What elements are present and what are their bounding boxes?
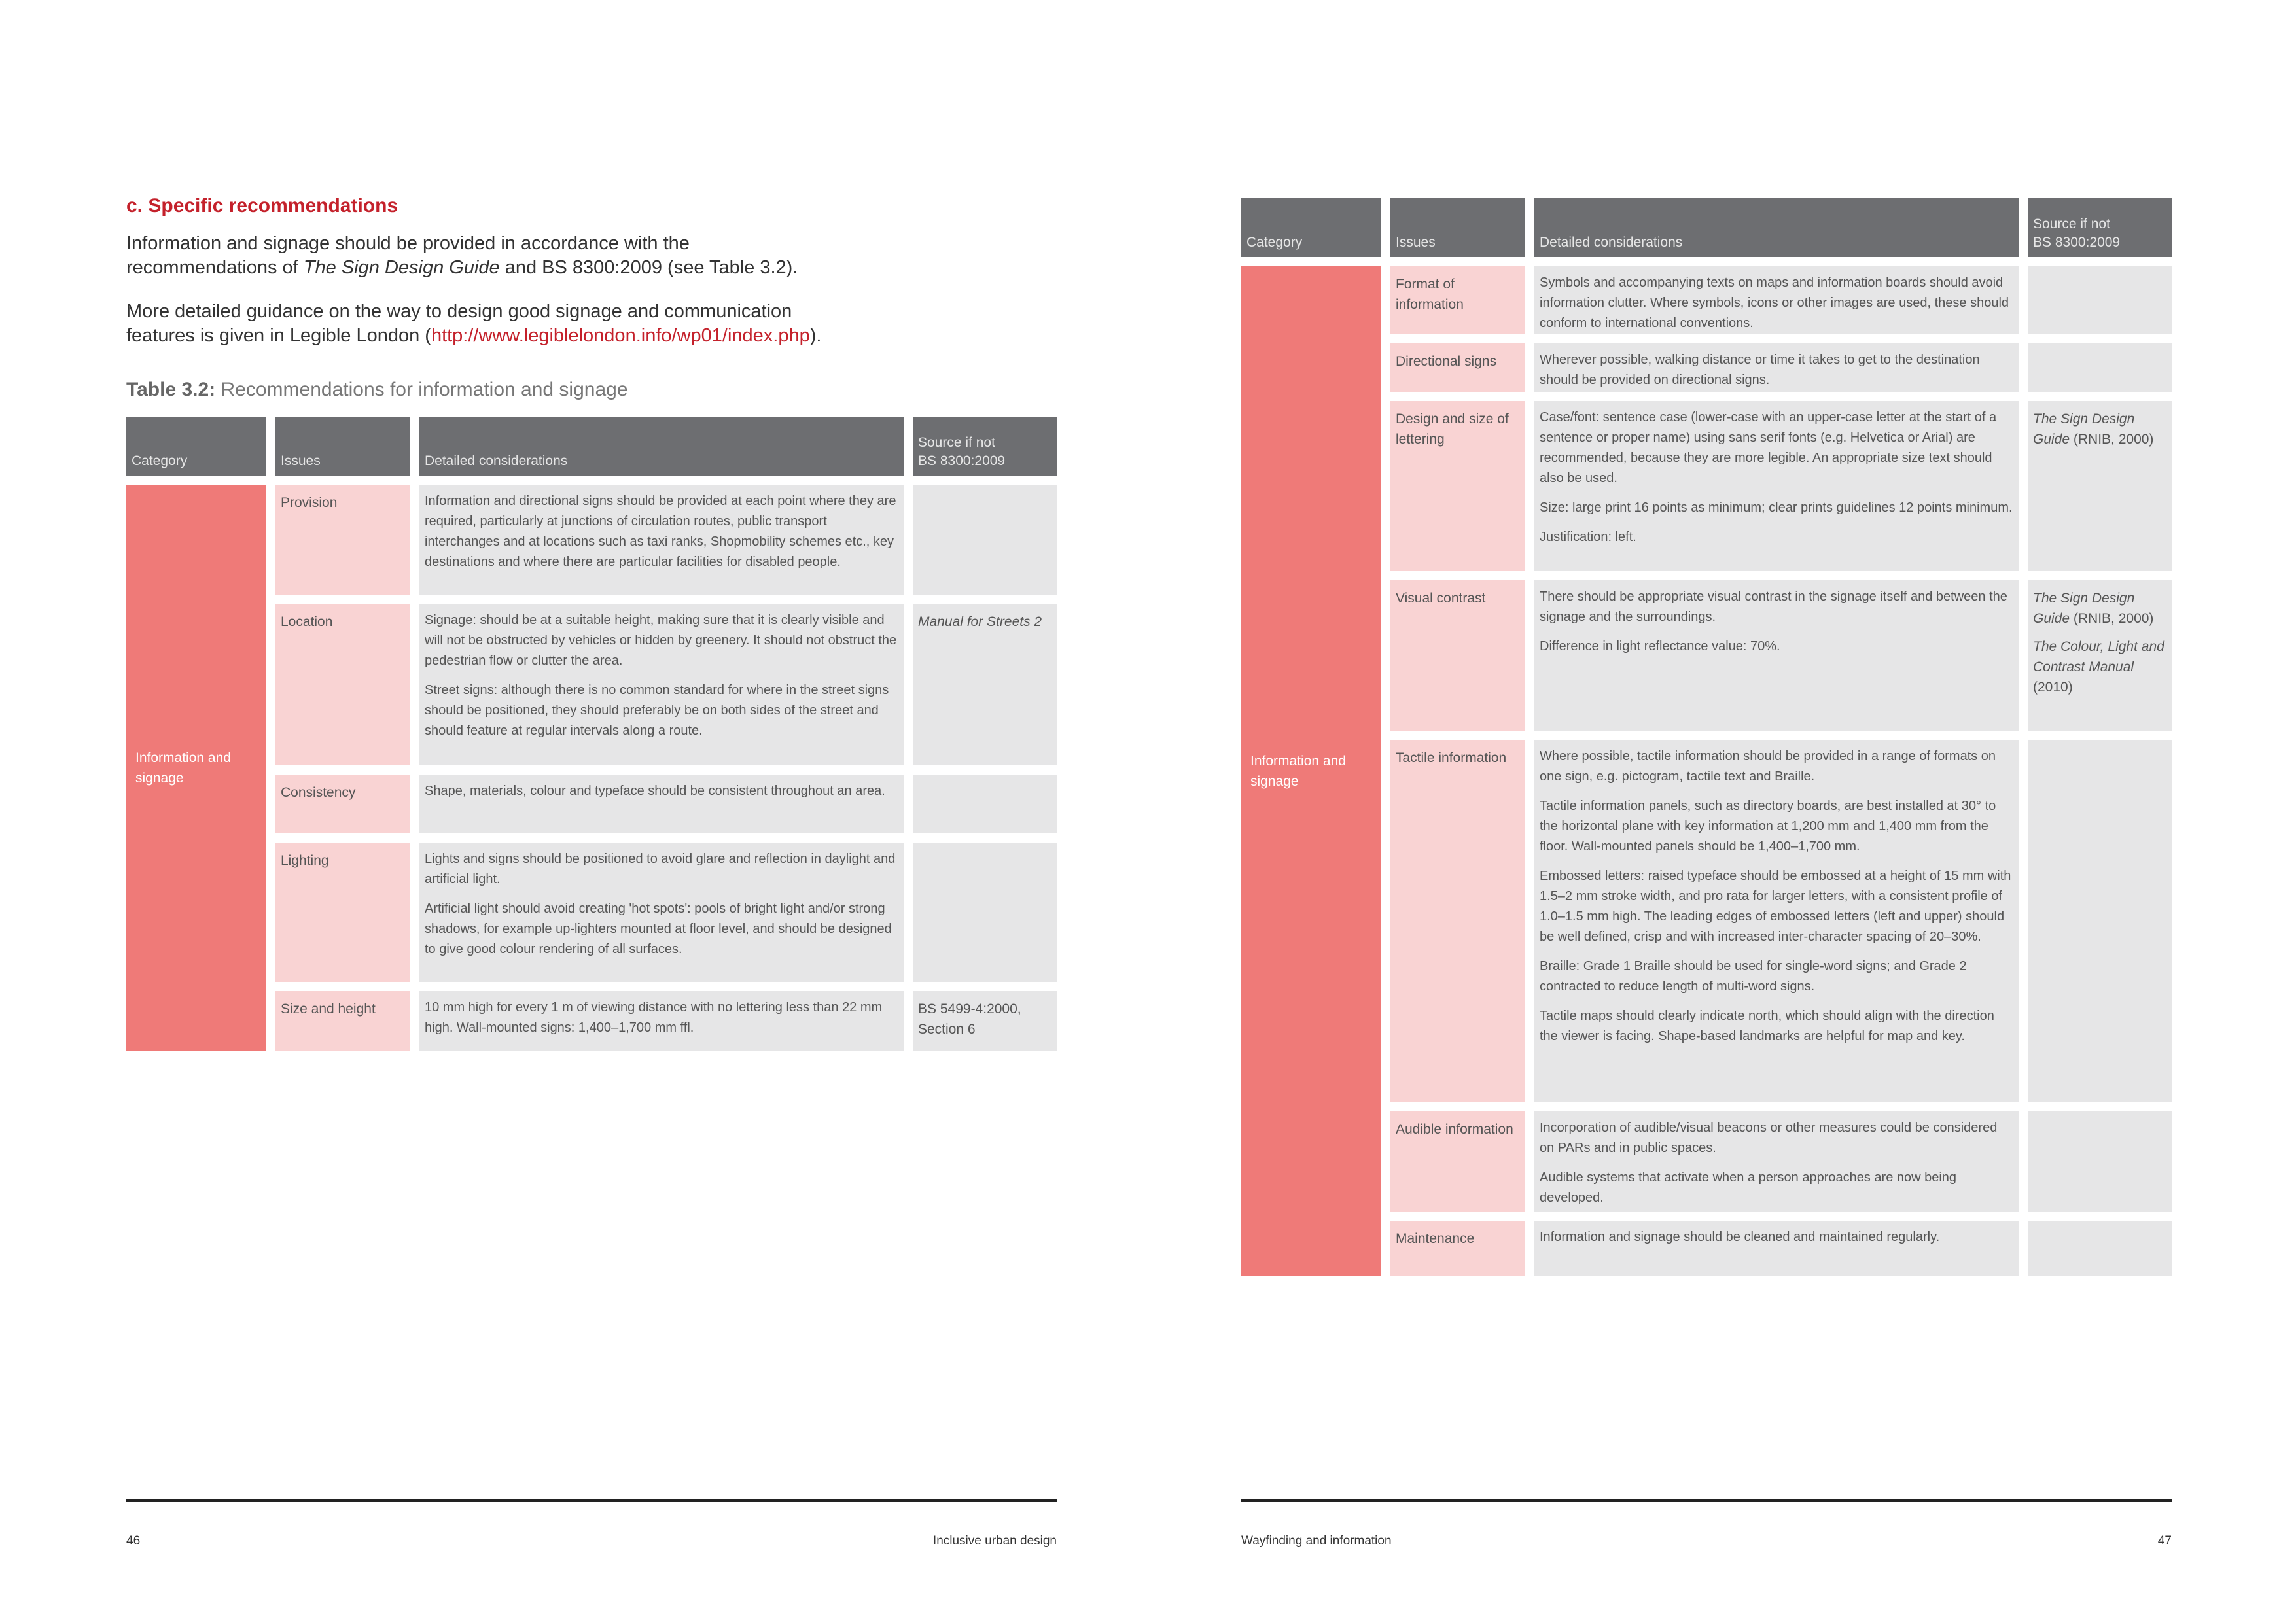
detail-audible-information	[1534, 1111, 2019, 1212]
detail-text: Signage: should be at a suitable height, making sure that it is clearly visible and will not be obstructed by vehicles or hidden by greenery. It should not obstruct the pedestrian flow or clutter the area.	[425, 613, 897, 668]
detail-text: 10 mm high for every 1 m of viewing distance with no lettering less than 22 mm high. Wall-mounted signs: 1,400–1,700 mm ffl.	[425, 1000, 883, 1035]
header-source-line-1: Source if not	[2033, 217, 2110, 232]
detail-text: Braille: Grade 1 Braille should be used for single-word signs; and Grade 2 contracted to reduce length of multi-word signs.	[1540, 959, 1967, 994]
detail-directional-signs	[1534, 343, 2019, 392]
detail-text: Information and directional signs should be provided at each point where they are required, particularly at junctions of circulation routes, public transport interchanges and at locations such as taxi ranks, Shopmobility schemes etc., key destinations and where there are particular facilities for disabled people.	[425, 494, 896, 569]
detail-location	[419, 604, 904, 765]
intro-paragraph-2	[126, 300, 938, 348]
header-issues: Issues	[1390, 198, 1525, 257]
source-audible-information	[2028, 1111, 2172, 1212]
header-source-line-2: BS 8300:2009	[918, 453, 1006, 468]
source-size-height: BS 5499-4:2000, Section 6	[913, 991, 1057, 1051]
source-text: Manual for Streets 2	[918, 614, 1042, 629]
source-location	[913, 604, 1057, 765]
category-cell: Information and signage	[126, 485, 266, 1051]
issue-format-information: Format of information	[1390, 266, 1525, 334]
legible-london-link[interactable]: http://www.legiblelondon.info/wp01/index.php	[431, 325, 810, 346]
detail-text: There should be appropriate visual contrast in the signage itself and between the signage and the surroundings.	[1540, 589, 2007, 624]
header-category: Category	[1241, 198, 1381, 257]
issue-visual-contrast: Visual contrast	[1390, 580, 1525, 731]
issue-design-lettering: Design and size of lettering	[1390, 401, 1525, 571]
intro-paragraph-1	[126, 232, 938, 280]
source-text	[2033, 637, 2166, 697]
detail-visual-contrast	[1534, 580, 2019, 731]
source-text	[2033, 588, 2166, 629]
detail-size-height	[419, 991, 904, 1051]
issue-location: Location	[275, 604, 410, 765]
issue-consistency: Consistency	[275, 775, 410, 833]
header-source-line-1: Source if not	[918, 435, 995, 450]
detail-design-lettering	[1534, 401, 2019, 571]
detail-text: Case/font: sentence case (lower-case with an upper-case letter at the start of a sentence or proper name) using sans serif fonts (e.g. Helvetica or Arial) are recommended, because they are more legible. An appropriate size text should also be used.	[1540, 410, 1997, 485]
recommendations-table-right	[1241, 198, 2172, 1276]
header-source-line-2: BS 8300:2009	[2033, 235, 2121, 250]
detail-text: Tactile maps should clearly indicate north, which should align with the direction the viewer is facing. Shape-based landmarks are helpful for map and key.	[1540, 1009, 1994, 1043]
detail-text: Artificial light should avoid creating 'hot spots': pools of bright light and/or strong shadows, for example up-lighters mounted at floor level, and should be designed to give good colour rendering of all surfaces.	[425, 901, 892, 956]
issue-size-height: Size and height	[275, 991, 410, 1051]
header-detailed: Detailed considerations	[419, 417, 904, 476]
intro-1-text: recommendations of	[126, 257, 304, 278]
intro-2-line-1: More detailed guidance on the way to design good signage and communication	[126, 301, 792, 322]
issue-maintenance: Maintenance	[1390, 1221, 1525, 1276]
source-tactile-information	[2028, 740, 2172, 1102]
recommendations-table-left	[126, 417, 1057, 1051]
footer-rule	[1241, 1499, 2172, 1502]
detail-maintenance	[1534, 1221, 2019, 1276]
header-source	[913, 417, 1057, 476]
detail-text: Justification: left.	[1540, 530, 1636, 544]
table-caption	[126, 379, 628, 401]
detail-text: Where possible, tactile information should be provided in a range of formats on one sign, e.g. pictogram, tactile text and Braille.	[1540, 749, 1996, 784]
detail-text: Street signs: although there is no common standard for where in the street signs should be positioned, they should preferably be on both sides of the street and should feature at regular intervals along a route.	[425, 683, 889, 738]
right-page	[1148, 0, 2295, 1623]
detail-tactile-information	[1534, 740, 2019, 1102]
source-title: The Sign Design Guide	[2033, 411, 2135, 447]
detail-text: Symbols and accompanying texts on maps and information boards should avoid information clutter. Where symbols, icons or other images are used, these should conform to international conventions.	[1540, 275, 2009, 330]
header-category: Category	[126, 417, 266, 476]
intro-1-line-1: Information and signage should be provided in accordance with the	[126, 233, 690, 254]
source-design-lettering	[2028, 401, 2172, 571]
category-cell: Information and signage	[1241, 266, 1381, 1276]
issue-audible-information: Audible information	[1390, 1111, 1525, 1212]
detail-text: Incorporation of audible/visual beacons or other measures could be considered on PARs and in public spaces.	[1540, 1121, 1998, 1155]
source-consistency	[913, 775, 1057, 833]
source-publisher: (RNIB, 2000)	[2070, 432, 2154, 447]
sign-design-guide-title: The Sign Design Guide	[303, 257, 500, 278]
page-number: 47	[2157, 1534, 2172, 1548]
detail-text: Wherever possible, walking distance or time it takes to get to the destination should be provided on directional signs.	[1540, 353, 1980, 387]
detail-text: Information and signage should be cleaned and maintained regularly.	[1540, 1230, 1940, 1244]
intro-1-text-end: and BS 8300:2009 (see Table 3.2).	[499, 257, 798, 278]
section-heading: c. Specific recommendations	[126, 195, 398, 217]
detail-format-information	[1534, 266, 2019, 334]
source-title: The Sign Design Guide	[2033, 591, 2135, 626]
detail-text: Audible systems that activate when a person approaches are now being developed.	[1540, 1170, 1957, 1205]
table-caption-text: Recommendations for information and signage	[215, 379, 628, 400]
detail-text: Difference in light reflectance value: 70%.	[1540, 639, 1780, 654]
issue-directional-signs: Directional signs	[1390, 343, 1525, 392]
source-lighting	[913, 843, 1057, 982]
source-directional-signs	[2028, 343, 2172, 392]
header-source	[2028, 198, 2172, 257]
source-provision	[913, 485, 1057, 595]
footer-title: Wayfinding and information	[1241, 1534, 1392, 1548]
source-publisher: (RNIB, 2000)	[2070, 611, 2154, 626]
issue-provision: Provision	[275, 485, 410, 595]
source-maintenance	[2028, 1221, 2172, 1276]
detail-text: Lights and signs should be positioned to avoid glare and reflection in daylight and artificial light.	[425, 852, 896, 886]
source-title: The Colour, Light and Contrast Manual	[2033, 639, 2164, 674]
source-visual-contrast	[2028, 580, 2172, 731]
table-caption-label: Table 3.2:	[126, 379, 216, 400]
intro-2-text: features is given in Legible London (	[126, 325, 431, 346]
detail-text: Tactile information panels, such as directory boards, are best installed at 30° to the horizontal plane with key information at 1,200 mm and 1,400 mm from the floor. Wall-mounted panels should be 1,400–1,700 mm.	[1540, 799, 1996, 854]
page-number: 46	[126, 1534, 141, 1548]
header-detailed: Detailed considerations	[1534, 198, 2019, 257]
intro-2-line-2	[126, 324, 938, 348]
detail-lighting	[419, 843, 904, 982]
issue-lighting: Lighting	[275, 843, 410, 982]
issue-tactile-information: Tactile information	[1390, 740, 1525, 1102]
intro-1-line-2	[126, 256, 938, 280]
header-issues: Issues	[275, 417, 410, 476]
source-year: (2010)	[2033, 680, 2073, 695]
footer-title: Inclusive urban design	[932, 1534, 1057, 1548]
detail-provision	[419, 485, 904, 595]
intro-2-text-end: ).	[809, 325, 822, 346]
detail-consistency	[419, 775, 904, 833]
footer-rule	[126, 1499, 1057, 1502]
source-format-information	[2028, 266, 2172, 334]
detail-text: Shape, materials, colour and typeface should be consistent throughout an area.	[425, 784, 885, 798]
source-text	[2033, 409, 2166, 449]
detail-text: Embossed letters: raised typeface should be embossed at a height of 15 mm with 1.5–2 mm stroke width, and pro rata for larger letters, with a consistent profile of 1.0–1.5 mm high. The leading edges of embossed letters (left and upper) should be well defined, crisp and with increased inter-character spacing of 20–30%.	[1540, 869, 2011, 944]
detail-text: Size: large print 16 points as minimum; clear prints guidelines 12 points minimum.	[1540, 500, 2013, 515]
